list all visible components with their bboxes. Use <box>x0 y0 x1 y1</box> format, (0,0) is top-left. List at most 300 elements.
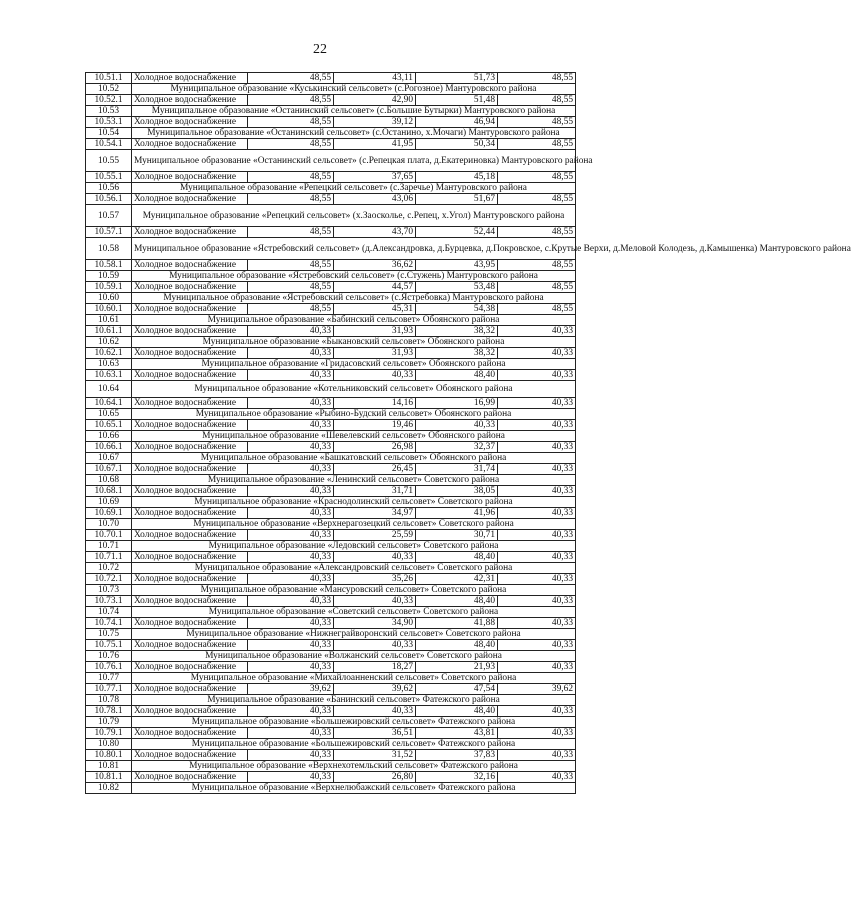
row-number: 10.59.1 <box>86 282 132 293</box>
municipality-title: Муниципальное образование «Верхнелюбажский сельсовет» Фатежского района <box>132 783 576 794</box>
tariff-row <box>86 530 576 541</box>
tariff-value: 25,59 <box>334 530 416 541</box>
tariff-value: 50,34 <box>416 139 498 150</box>
tariff-value: 40,33 <box>498 662 576 673</box>
row-number: 10.73.1 <box>86 596 132 607</box>
service-name: Холодное водоснабжение <box>132 420 248 431</box>
tariff-row <box>86 618 576 629</box>
tariff-value: 40,33 <box>248 596 334 607</box>
row-number: 10.56 <box>86 183 132 194</box>
tariff-value: 42,90 <box>334 95 416 106</box>
tariff-value: 31,71 <box>334 486 416 497</box>
service-name: Холодное водоснабжение <box>132 508 248 519</box>
tariff-value: 40,33 <box>498 552 576 563</box>
tariff-value: 40,33 <box>334 596 416 607</box>
tariff-value: 48,40 <box>416 640 498 651</box>
municipality-row <box>86 337 576 348</box>
tariff-row <box>86 420 576 431</box>
municipality-title: Муниципальное образование «Рыбино-Будский сельсовет» Обоянского района <box>132 409 576 420</box>
tariff-value: 43,11 <box>334 73 416 84</box>
service-name: Холодное водоснабжение <box>132 398 248 409</box>
tariff-value: 40,33 <box>248 728 334 739</box>
row-number: 10.81 <box>86 761 132 772</box>
row-number: 10.60.1 <box>86 304 132 315</box>
row-number: 10.67.1 <box>86 464 132 475</box>
service-name: Холодное водоснабжение <box>132 618 248 629</box>
row-number: 10.76 <box>86 651 132 662</box>
tariff-value: 14,16 <box>334 398 416 409</box>
municipality-title: Муниципальное образование «Быкановский сельсовет» Обоянского района <box>132 337 576 348</box>
row-number: 10.56.1 <box>86 194 132 205</box>
municipality-row <box>86 695 576 706</box>
municipality-row <box>86 453 576 464</box>
row-number: 10.69 <box>86 497 132 508</box>
municipality-title: Муниципальное образование «Бабинский сельсовет» Обоянского района <box>132 315 576 326</box>
municipality-row <box>86 585 576 596</box>
service-name: Холодное водоснабжение <box>132 304 248 315</box>
tariff-value: 40,33 <box>498 486 576 497</box>
row-number: 10.59 <box>86 271 132 282</box>
municipality-row <box>86 106 576 117</box>
municipality-title: Муниципальное образование «Гридасовский сельсовет» Обоянского района <box>132 359 576 370</box>
row-number: 10.58 <box>86 238 132 260</box>
service-name: Холодное водоснабжение <box>132 95 248 106</box>
tariff-value: 19,46 <box>334 420 416 431</box>
row-number: 10.62.1 <box>86 348 132 359</box>
tariff-row <box>86 172 576 183</box>
row-number: 10.65.1 <box>86 420 132 431</box>
tariff-value: 40,33 <box>498 420 576 431</box>
row-number: 10.51.1 <box>86 73 132 84</box>
tariff-value: 48,55 <box>498 95 576 106</box>
service-name: Холодное водоснабжение <box>132 728 248 739</box>
row-number: 10.78.1 <box>86 706 132 717</box>
tariff-value: 48,40 <box>416 370 498 381</box>
municipality-title: Муниципальное образование «Репецкий сельсовет» (х.Заосколье, с.Репец, х.Угол) Мантуровского района <box>132 205 576 227</box>
tariff-value: 40,33 <box>334 552 416 563</box>
municipality-title: Муниципальное образование «Репецкий сельсовет» (с.Заречье) Мантуровского района <box>132 183 576 194</box>
tariff-table-body <box>86 73 851 794</box>
service-name: Холодное водоснабжение <box>132 326 248 337</box>
tariff-value: 41,88 <box>416 618 498 629</box>
row-number: 10.55 <box>86 150 132 172</box>
tariff-value: 48,55 <box>498 117 576 128</box>
service-name: Холодное водоснабжение <box>132 596 248 607</box>
tariff-value: 26,80 <box>334 772 416 783</box>
municipality-title: Муниципальное образование «Котельниковский сельсовет» Обоянского района <box>132 381 576 398</box>
row-number: 10.73 <box>86 585 132 596</box>
tariff-row <box>86 326 576 337</box>
municipality-title: Муниципальное образование «Советский сельсовет» Советского района <box>132 607 576 618</box>
tariff-value: 48,40 <box>416 552 498 563</box>
tariff-value: 40,33 <box>248 326 334 337</box>
tariff-value: 39,62 <box>334 684 416 695</box>
row-number: 10.61 <box>86 315 132 326</box>
row-number: 10.63.1 <box>86 370 132 381</box>
tariff-value: 31,52 <box>334 750 416 761</box>
tariff-value: 36,62 <box>334 260 416 271</box>
tariff-row <box>86 194 576 205</box>
municipality-title: Муниципальное образование «Нижнеграйворонский сельсовет» Советского района <box>132 629 576 640</box>
row-number: 10.61.1 <box>86 326 132 337</box>
row-number: 10.78 <box>86 695 132 706</box>
municipality-row <box>86 183 576 194</box>
tariff-value: 48,55 <box>248 95 334 106</box>
tariff-value: 40,33 <box>498 326 576 337</box>
municipality-row <box>86 409 576 420</box>
municipality-row <box>86 673 576 684</box>
tariff-row <box>86 398 576 409</box>
tariff-value: 40,33 <box>498 640 576 651</box>
tariff-value: 48,55 <box>498 172 576 183</box>
tariff-value: 45,18 <box>416 172 498 183</box>
tariff-value: 48,40 <box>416 596 498 607</box>
tariff-value: 40,33 <box>498 618 576 629</box>
row-number: 10.52.1 <box>86 95 132 106</box>
service-name: Холодное водоснабжение <box>132 640 248 651</box>
municipality-title: Муниципальное образование «Ленинский сельсовет» Советского района <box>132 475 576 486</box>
tariff-row <box>86 348 576 359</box>
tariff-row <box>86 370 576 381</box>
tariff-value: 40,33 <box>498 706 576 717</box>
row-number: 10.53 <box>86 106 132 117</box>
row-number: 10.79.1 <box>86 728 132 739</box>
tariff-value: 40,33 <box>498 574 576 585</box>
row-number: 10.70 <box>86 519 132 530</box>
tariff-value: 40,33 <box>498 370 576 381</box>
row-number: 10.66 <box>86 431 132 442</box>
tariff-row <box>86 486 576 497</box>
tariff-value: 40,33 <box>334 370 416 381</box>
service-name: Холодное водоснабжение <box>132 227 248 238</box>
tariff-value: 37,83 <box>416 750 498 761</box>
service-name: Холодное водоснабжение <box>132 194 248 205</box>
tariff-value: 48,55 <box>248 139 334 150</box>
tariff-value: 40,33 <box>498 464 576 475</box>
municipality-row <box>86 739 576 750</box>
service-name: Холодное водоснабжение <box>132 442 248 453</box>
tariff-value: 48,55 <box>248 172 334 183</box>
tariff-value: 46,94 <box>416 117 498 128</box>
municipality-row <box>86 651 576 662</box>
municipality-row <box>86 519 576 530</box>
service-name: Холодное водоснабжение <box>132 370 248 381</box>
row-number: 10.75.1 <box>86 640 132 651</box>
row-number: 10.64.1 <box>86 398 132 409</box>
municipality-row <box>86 84 576 95</box>
municipality-title: Муниципальное образование «Куськинский сельсовет» (с.Рогозное) Мантуровского района <box>132 84 576 95</box>
municipality-row <box>86 150 576 172</box>
tariff-value: 37,65 <box>334 172 416 183</box>
row-number: 10.58.1 <box>86 260 132 271</box>
tariff-value: 40,33 <box>248 398 334 409</box>
row-number: 10.54.1 <box>86 139 132 150</box>
tariff-value: 35,26 <box>334 574 416 585</box>
row-number: 10.75 <box>86 629 132 640</box>
row-number: 10.77 <box>86 673 132 684</box>
service-name: Холодное водоснабжение <box>132 73 248 84</box>
tariff-value: 48,55 <box>498 282 576 293</box>
tariff-value: 34,97 <box>334 508 416 519</box>
tariff-value: 48,55 <box>248 117 334 128</box>
service-name: Холодное водоснабжение <box>132 486 248 497</box>
tariff-value: 40,33 <box>248 772 334 783</box>
municipality-title: Муниципальное образование «Останинский сельсовет» (с.Останино, х.Мочаги) Мантуровского района <box>132 128 576 139</box>
row-number: 10.80 <box>86 739 132 750</box>
tariff-value: 48,55 <box>498 260 576 271</box>
service-name: Холодное водоснабжение <box>132 117 248 128</box>
tariff-row <box>86 552 576 563</box>
tariff-row <box>86 728 576 739</box>
tariff-row <box>86 574 576 585</box>
row-number: 10.68 <box>86 475 132 486</box>
service-name: Холодное водоснабжение <box>132 348 248 359</box>
tariff-value: 21,93 <box>416 662 498 673</box>
tariff-value: 40,33 <box>248 348 334 359</box>
municipality-row <box>86 381 576 398</box>
tariff-value: 40,33 <box>248 486 334 497</box>
tariff-value: 48,55 <box>248 304 334 315</box>
municipality-row <box>86 607 576 618</box>
tariff-row <box>86 662 576 673</box>
municipality-row <box>86 293 576 304</box>
row-number: 10.57 <box>86 205 132 227</box>
municipality-row <box>86 783 576 794</box>
municipality-row <box>86 315 576 326</box>
tariff-value: 40,33 <box>248 442 334 453</box>
tariff-value: 31,93 <box>334 326 416 337</box>
tariff-row <box>86 282 576 293</box>
tariff-value: 48,55 <box>498 139 576 150</box>
tariff-value: 39,62 <box>498 684 576 695</box>
service-name: Холодное водоснабжение <box>132 574 248 585</box>
row-number: 10.67 <box>86 453 132 464</box>
tariff-value: 40,33 <box>248 662 334 673</box>
municipality-row <box>86 475 576 486</box>
tariff-value: 40,33 <box>498 442 576 453</box>
service-name: Холодное водоснабжение <box>132 464 248 475</box>
tariff-row <box>86 139 576 150</box>
tariff-row <box>86 508 576 519</box>
tariff-value: 40,33 <box>416 420 498 431</box>
municipality-title: Муниципальное образование «Мансуровский сельсовет» Советского района <box>132 585 576 596</box>
tariff-value: 40,33 <box>248 464 334 475</box>
tariff-value: 48,55 <box>498 304 576 315</box>
tariff-value: 40,33 <box>248 420 334 431</box>
tariff-value: 40,33 <box>248 370 334 381</box>
tariff-row <box>86 227 576 238</box>
tariff-value: 40,33 <box>498 772 576 783</box>
row-number: 10.74.1 <box>86 618 132 629</box>
tariff-value: 26,98 <box>334 442 416 453</box>
tariff-table <box>85 72 851 794</box>
tariff-value: 41,96 <box>416 508 498 519</box>
tariff-value: 40,33 <box>248 640 334 651</box>
tariff-value: 38,05 <box>416 486 498 497</box>
row-number: 10.66.1 <box>86 442 132 453</box>
row-number: 10.52 <box>86 84 132 95</box>
tariff-row <box>86 772 576 783</box>
row-number: 10.55.1 <box>86 172 132 183</box>
service-name: Холодное водоснабжение <box>132 662 248 673</box>
tariff-value: 34,90 <box>334 618 416 629</box>
row-number: 10.80.1 <box>86 750 132 761</box>
tariff-value: 51,73 <box>416 73 498 84</box>
tariff-value: 40,33 <box>498 596 576 607</box>
tariff-row <box>86 442 576 453</box>
municipality-title: Муниципальное образование «Верхнехотемльский сельсовет» Фатежского района <box>132 761 576 772</box>
tariff-value: 40,33 <box>498 530 576 541</box>
row-number: 10.71 <box>86 541 132 552</box>
tariff-value: 48,55 <box>248 227 334 238</box>
tariff-value: 40,33 <box>498 508 576 519</box>
row-number: 10.72 <box>86 563 132 574</box>
municipality-title: Муниципальное образование «Башкатовский сельсовет» Обоянского района <box>132 453 576 464</box>
tariff-row <box>86 684 576 695</box>
tariff-row <box>86 464 576 475</box>
municipality-title: Муниципальное образование «Ледовский сельсовет» Советского района <box>132 541 576 552</box>
row-number: 10.57.1 <box>86 227 132 238</box>
service-name: Холодное водоснабжение <box>132 139 248 150</box>
municipality-row <box>86 761 576 772</box>
tariff-value: 40,33 <box>334 640 416 651</box>
tariff-value: 31,93 <box>334 348 416 359</box>
municipality-title: Муниципальное образование «Останинский сельсовет» (с.Репецкая плата, д.Екатериновка) Мантуровского района <box>132 150 576 172</box>
tariff-value: 38,32 <box>416 326 498 337</box>
service-name: Холодное водоснабжение <box>132 706 248 717</box>
tariff-value: 45,31 <box>334 304 416 315</box>
tariff-value: 48,40 <box>416 706 498 717</box>
municipality-row <box>86 563 576 574</box>
row-number: 10.64 <box>86 381 132 398</box>
row-number: 10.62 <box>86 337 132 348</box>
tariff-value: 41,95 <box>334 139 416 150</box>
municipality-title: Муниципальное образование «Ястребовский сельсовет» (с.Ястребовка) Мантуровского района <box>132 293 576 304</box>
tariff-value: 43,95 <box>416 260 498 271</box>
municipality-row <box>86 497 576 508</box>
tariff-value: 54,38 <box>416 304 498 315</box>
row-number: 10.72.1 <box>86 574 132 585</box>
row-number: 10.74 <box>86 607 132 618</box>
tariff-value: 48,55 <box>248 282 334 293</box>
tariff-value: 51,67 <box>416 194 498 205</box>
row-number: 10.54 <box>86 128 132 139</box>
tariff-row <box>86 73 576 84</box>
tariff-value: 47,54 <box>416 684 498 695</box>
tariff-value: 40,33 <box>498 750 576 761</box>
municipality-row <box>86 629 576 640</box>
service-name: Холодное водоснабжение <box>132 282 248 293</box>
row-number: 10.77.1 <box>86 684 132 695</box>
municipality-row <box>86 359 576 370</box>
tariff-value: 40,33 <box>248 706 334 717</box>
municipality-title: Муниципальное образование «Большежировский сельсовет» Фатежского района <box>132 717 576 728</box>
tariff-value: 43,06 <box>334 194 416 205</box>
tariff-row <box>86 304 576 315</box>
service-name: Холодное водоснабжение <box>132 552 248 563</box>
row-number: 10.82 <box>86 783 132 794</box>
tariff-value: 52,44 <box>416 227 498 238</box>
municipality-row <box>86 431 576 442</box>
tariff-value: 39,12 <box>334 117 416 128</box>
tariff-value: 26,45 <box>334 464 416 475</box>
tariff-value: 42,31 <box>416 574 498 585</box>
tariff-value: 43,81 <box>416 728 498 739</box>
municipality-row <box>86 717 576 728</box>
municipality-title: Муниципальное образование «Шевелевский сельсовет» Обоянского района <box>132 431 576 442</box>
tariff-value: 40,33 <box>248 618 334 629</box>
page-number: 22 <box>313 42 327 57</box>
row-number: 10.69.1 <box>86 508 132 519</box>
row-number: 10.70.1 <box>86 530 132 541</box>
municipality-row <box>86 205 576 227</box>
tariff-row <box>86 706 576 717</box>
row-number: 10.76.1 <box>86 662 132 673</box>
tariff-value: 30,71 <box>416 530 498 541</box>
tariff-value: 31,74 <box>416 464 498 475</box>
tariff-row <box>86 750 576 761</box>
municipality-title: Муниципальное образование «Михайлоанненский сельсовет» Советского района <box>132 673 576 684</box>
row-number: 10.68.1 <box>86 486 132 497</box>
row-number: 10.53.1 <box>86 117 132 128</box>
tariff-value: 18,27 <box>334 662 416 673</box>
row-number: 10.79 <box>86 717 132 728</box>
service-name: Холодное водоснабжение <box>132 684 248 695</box>
tariff-row <box>86 95 576 106</box>
municipality-row <box>86 128 576 139</box>
tariff-value: 48,55 <box>498 73 576 84</box>
tariff-row <box>86 117 576 128</box>
row-number: 10.60 <box>86 293 132 304</box>
municipality-title: Муниципальное образование «Краснодолинский сельсовет» Советского района <box>132 497 576 508</box>
tariff-value: 40,33 <box>248 574 334 585</box>
tariff-value: 40,33 <box>248 508 334 519</box>
row-number: 10.63 <box>86 359 132 370</box>
tariff-value: 38,32 <box>416 348 498 359</box>
tariff-value: 16,99 <box>416 398 498 409</box>
tariff-value: 40,33 <box>334 706 416 717</box>
tariff-row <box>86 640 576 651</box>
municipality-title: Муниципальное образование «Верхнерагозецкий сельсовет» Советского района <box>132 519 576 530</box>
municipality-title: Муниципальное образование «Банинский сельсовет» Фатежского района <box>132 695 576 706</box>
tariff-value: 32,37 <box>416 442 498 453</box>
tariff-value: 48,55 <box>498 227 576 238</box>
row-number: 10.71.1 <box>86 552 132 563</box>
tariff-value: 32,16 <box>416 772 498 783</box>
row-number: 10.81.1 <box>86 772 132 783</box>
tariff-value: 48,55 <box>498 194 576 205</box>
tariff-value: 40,33 <box>498 398 576 409</box>
municipality-title: Муниципальное образование «Александровский сельсовет» Советского района <box>132 563 576 574</box>
service-name: Холодное водоснабжение <box>132 750 248 761</box>
municipality-row <box>86 271 576 282</box>
row-number: 10.65 <box>86 409 132 420</box>
tariff-value: 44,57 <box>334 282 416 293</box>
tariff-value: 48,55 <box>248 73 334 84</box>
tariff-value: 53,48 <box>416 282 498 293</box>
tariff-value: 48,55 <box>248 194 334 205</box>
service-name: Холодное водоснабжение <box>132 260 248 271</box>
service-name: Холодное водоснабжение <box>132 172 248 183</box>
tariff-row <box>86 260 576 271</box>
municipality-title: Муниципальное образование «Ястребовский сельсовет» (с.Стужень) Мантуровского района <box>132 271 576 282</box>
service-name: Холодное водоснабжение <box>132 772 248 783</box>
tariff-value: 40,33 <box>248 552 334 563</box>
municipality-row <box>86 238 576 260</box>
tariff-value: 40,33 <box>498 728 576 739</box>
tariff-value: 40,33 <box>248 750 334 761</box>
municipality-title: Муниципальное образование «Волжанский сельсовет» Советского района <box>132 651 576 662</box>
